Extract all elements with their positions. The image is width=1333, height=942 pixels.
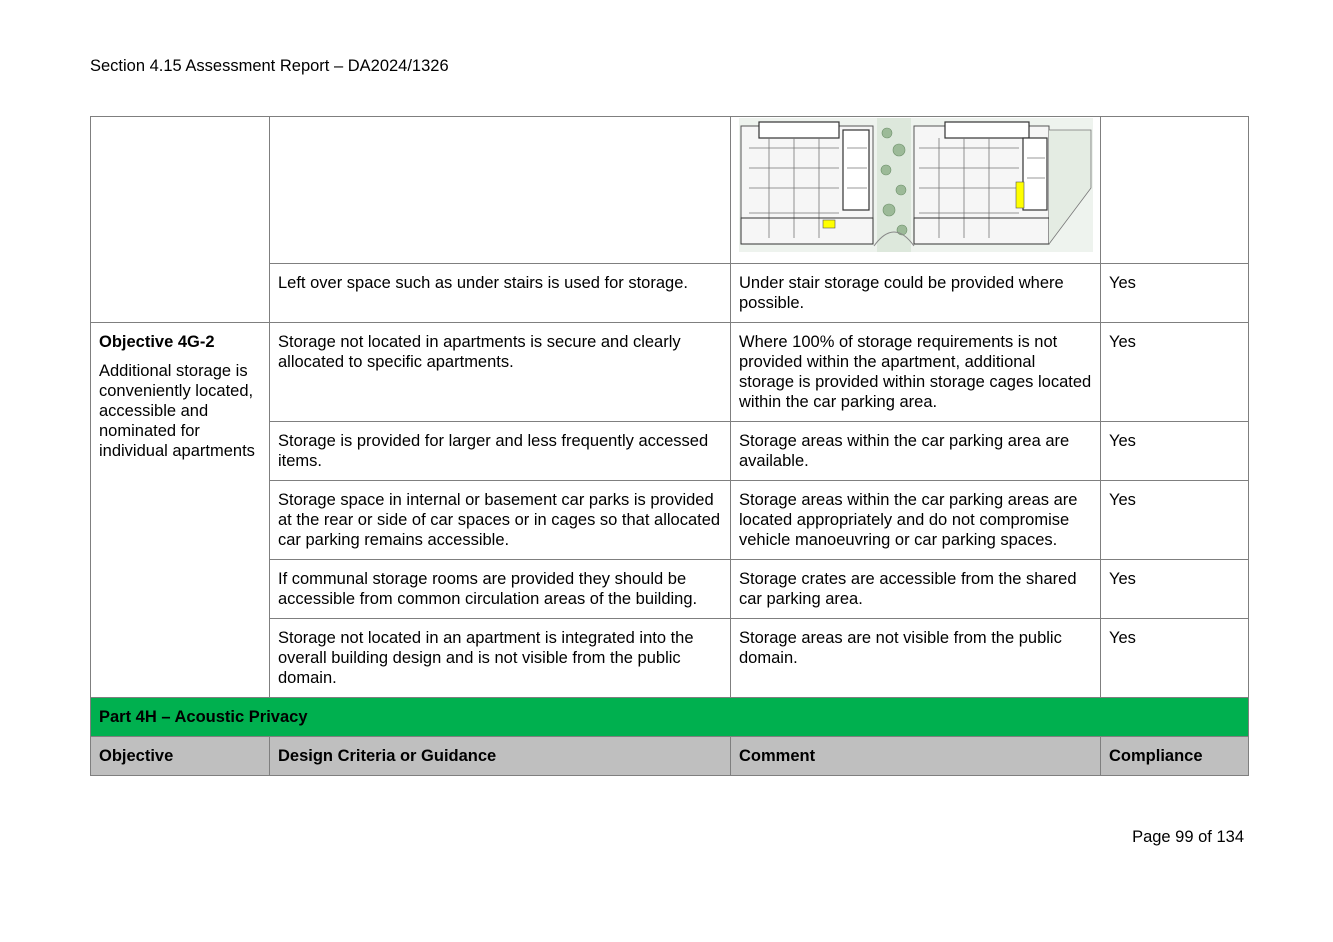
table-row xyxy=(91,323,1249,422)
page-header: Section 4.15 Assessment Report – DA2024/1326 xyxy=(90,57,449,75)
floor-plan-cell xyxy=(731,117,1101,264)
objective-description: Additional storage is conveniently located, accessible and nominated for individual apartments xyxy=(99,362,255,460)
criteria-cell: If communal storage rooms are provided they should be accessible from common circulation areas of the building. xyxy=(270,560,731,619)
comment-cell: Under stair storage could be provided where possible. xyxy=(731,264,1101,323)
criteria-cell: Storage not located in an apartment is integrated into the overall building design and is not visible from the public domain. xyxy=(270,619,731,698)
column-header-objective: Objective xyxy=(91,737,270,776)
compliance-cell: Yes xyxy=(1101,481,1249,560)
comment-cell: Where 100% of storage requirements is not provided within the apartment, additional storage is provided within storage cages located within the car parking area. xyxy=(731,323,1101,422)
compliance-cell: Yes xyxy=(1101,422,1249,481)
criteria-cell: Left over space such as under stairs is used for storage. xyxy=(270,264,731,323)
comment-cell: Storage areas within the car parking areas are located appropriately and do not compromise vehicle manoeuvring or car parking spaces. xyxy=(731,481,1101,560)
table-row xyxy=(91,117,1249,264)
criteria-cell-empty xyxy=(270,117,731,264)
assessment-table xyxy=(90,116,1249,776)
objective-title: Objective 4G-2 xyxy=(99,333,215,351)
column-header-compliance: Compliance xyxy=(1101,737,1249,776)
criteria-cell: Storage not located in apartments is secure and clearly allocated to specific apartments. xyxy=(270,323,731,422)
column-header-criteria: Design Criteria or Guidance xyxy=(270,737,731,776)
column-header-comment: Comment xyxy=(731,737,1101,776)
page-number: Page 99 of 134 xyxy=(1132,828,1244,846)
objective-cell-empty xyxy=(91,117,270,323)
comment-cell: Storage areas within the car parking area are available. xyxy=(731,422,1101,481)
section-heading-row xyxy=(91,698,1249,737)
compliance-cell-empty xyxy=(1101,117,1249,264)
column-header-row xyxy=(91,737,1249,776)
compliance-cell: Yes xyxy=(1101,560,1249,619)
objective-cell xyxy=(91,323,270,698)
section-heading: Part 4H – Acoustic Privacy xyxy=(91,698,1249,737)
compliance-cell: Yes xyxy=(1101,264,1249,323)
criteria-cell: Storage is provided for larger and less frequently accessed items. xyxy=(270,422,731,481)
comment-cell: Storage crates are accessible from the shared car parking area. xyxy=(731,560,1101,619)
criteria-cell: Storage space in internal or basement car parks is provided at the rear or side of car spaces or in cages so that allocated car parking remains accessible. xyxy=(270,481,731,560)
compliance-cell: Yes xyxy=(1101,619,1249,698)
basement-floor-plan-image xyxy=(739,118,1093,252)
compliance-cell: Yes xyxy=(1101,323,1249,422)
comment-cell: Storage areas are not visible from the public domain. xyxy=(731,619,1101,698)
